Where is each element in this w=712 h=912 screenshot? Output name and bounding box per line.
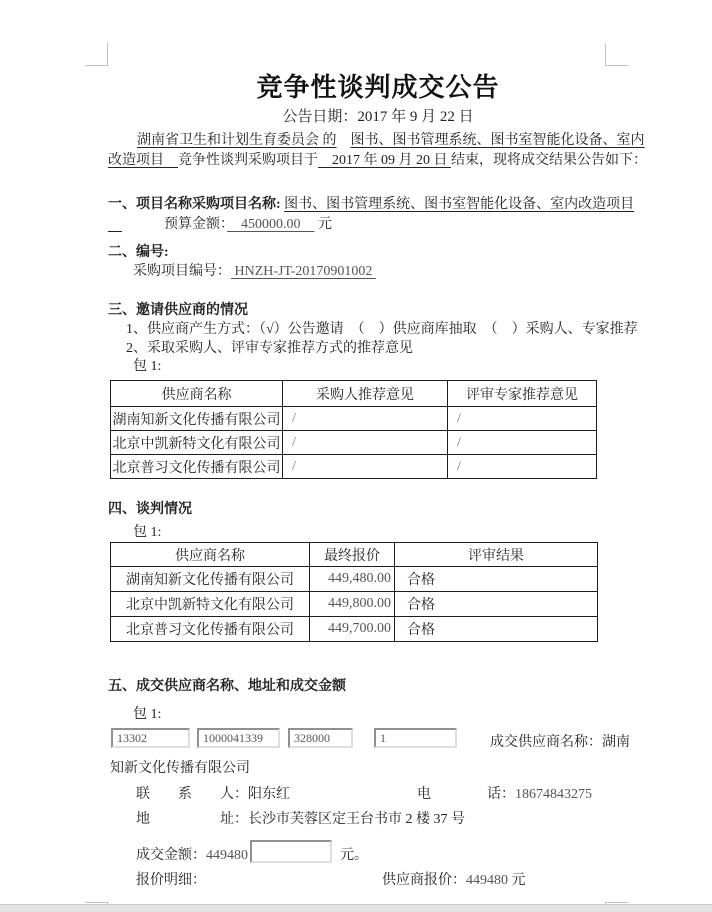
contact-person-line bbox=[136, 786, 290, 804]
budget-line bbox=[108, 216, 332, 234]
winner-name-label: 成交供应商名称：湖南 bbox=[490, 735, 630, 750]
text-segment: 联 系 人：阳东红 bbox=[136, 787, 290, 802]
code-input-4[interactable] bbox=[374, 728, 457, 748]
table-header-row bbox=[111, 381, 597, 407]
text-segment: 竞争性谈判采购项目于 bbox=[178, 153, 318, 168]
deal-amount-label bbox=[136, 847, 248, 865]
table-cell: 北京普习文化传播有限公司 bbox=[111, 617, 310, 642]
column-header: 采购人推荐意见 bbox=[283, 381, 448, 407]
column-header: 最终报价 bbox=[310, 543, 395, 567]
winner-name-continued: 知新文化传播有限公司 bbox=[110, 761, 250, 776]
text-segment bbox=[337, 133, 351, 148]
table-cell: 449,480.00 bbox=[310, 567, 395, 592]
column-header: 供应商名称 bbox=[111, 381, 283, 407]
code-input-3[interactable] bbox=[288, 728, 353, 748]
page-title: 竞争性谈判成交公告 bbox=[256, 73, 500, 102]
table-row bbox=[111, 617, 598, 642]
negotiation-result-table bbox=[110, 542, 598, 642]
text-segment: 供应商报价： bbox=[382, 873, 466, 888]
margin-mark-top-left bbox=[85, 43, 108, 66]
table-cell: / bbox=[283, 407, 448, 431]
table-cell: / bbox=[283, 455, 448, 479]
table-cell: / bbox=[283, 431, 448, 455]
text-segment: 449480 bbox=[466, 873, 508, 888]
text-segment: 450000.00 bbox=[227, 217, 315, 232]
code-input-2[interactable] bbox=[197, 728, 280, 748]
intro-paragraph-line-2 bbox=[108, 152, 647, 170]
table-row bbox=[111, 407, 597, 431]
column-header: 评审结果 bbox=[395, 543, 598, 567]
recommend-method-line: 2、采取采购人、评审专家推荐方式的推荐意见 bbox=[126, 341, 413, 356]
table-cell: 合格 bbox=[395, 617, 598, 642]
supplier-source-line: 1、供应商产生方式：（√）公告邀请 （ ）供应商库抽取 （ ）采购人、专家推荐 bbox=[126, 322, 638, 337]
table-cell: / bbox=[448, 455, 597, 479]
text-segment bbox=[108, 217, 122, 232]
code-input-1[interactable] bbox=[111, 728, 190, 748]
text-segment: HNZH-JT-20170901002 bbox=[231, 264, 376, 279]
table-cell: 北京中凯新特文化有限公司 bbox=[111, 592, 310, 617]
text-segment: 采购项目编号： bbox=[133, 264, 231, 279]
table-cell: 湖南知新文化传播有限公司 bbox=[111, 407, 283, 431]
supplier-quote-line bbox=[382, 872, 526, 890]
section-2-heading: 二、编号: bbox=[108, 245, 169, 260]
page-bottom-edge bbox=[0, 904, 712, 912]
deal-amount-unit: 元。 bbox=[340, 848, 368, 863]
table-cell: 北京普习文化传播有限公司 bbox=[111, 455, 283, 479]
table-cell: 湖南知新文化传播有限公司 bbox=[111, 567, 310, 592]
text-segment: 地 址：长沙市芙蓉区定王台书市 2 楼 37 号 bbox=[136, 812, 465, 827]
intro-paragraph-line-1 bbox=[137, 132, 645, 150]
text-segment: 湖南省卫生和计划生育委员会 的 bbox=[137, 133, 337, 148]
text-segment: 元 bbox=[314, 217, 332, 232]
section-5-heading: 五、成交供应商名称、地址和成交金额 bbox=[108, 679, 346, 694]
section-3-heading: 三、邀请供应商的情况 bbox=[108, 303, 248, 318]
text-segment: 改造项目 bbox=[108, 153, 178, 168]
table-cell: 合格 bbox=[395, 567, 598, 592]
text-segment: 2017 年 09 月 20 日 bbox=[318, 153, 451, 168]
amount-input[interactable] bbox=[250, 840, 332, 863]
text-segment: 成交金额： bbox=[136, 848, 206, 863]
table-row bbox=[111, 431, 597, 455]
package-label-1: 包 1: bbox=[133, 359, 162, 374]
quote-detail-label: 报价明细： bbox=[136, 873, 206, 888]
text-segment: 元 bbox=[508, 873, 526, 888]
text-segment: 图书、图书管理系统、图书室智能化设备、室内 bbox=[350, 133, 645, 148]
section-4-heading: 四、谈判情况 bbox=[108, 502, 192, 517]
package-label-2: 包 1: bbox=[133, 525, 162, 540]
column-header: 评审专家推荐意见 bbox=[448, 381, 597, 407]
table-cell: 449,800.00 bbox=[310, 592, 395, 617]
contact-phone-line bbox=[417, 786, 592, 804]
text-segment: 一、项目名称采购项目名称: bbox=[108, 197, 281, 212]
recommend-opinion-table bbox=[110, 380, 597, 479]
text-segment: 449480 bbox=[206, 848, 248, 863]
table-cell: / bbox=[448, 431, 597, 455]
announcement-date: 公告日期：2017 年 9 月 22 日 bbox=[282, 109, 474, 125]
text-segment: 电 话： bbox=[417, 787, 515, 802]
address-line bbox=[136, 811, 465, 829]
table-row bbox=[111, 592, 598, 617]
table-cell: / bbox=[448, 407, 597, 431]
text-segment: 图书、图书管理系统、图书室智能化设备、室内改造项目 bbox=[284, 197, 635, 212]
text-segment: 预算金额： bbox=[122, 217, 227, 232]
table-cell: 合格 bbox=[395, 592, 598, 617]
margin-mark-top-right bbox=[605, 43, 628, 66]
table-cell: 449,700.00 bbox=[310, 617, 395, 642]
package-label-3: 包 1: bbox=[133, 707, 162, 722]
column-header: 供应商名称 bbox=[111, 543, 310, 567]
project-number-line bbox=[133, 263, 376, 281]
text-segment: 结束，现将成交结果公告如下： bbox=[451, 153, 647, 168]
table-row bbox=[111, 455, 597, 479]
table-cell: 北京中凯新特文化有限公司 bbox=[111, 431, 283, 455]
table-header-row bbox=[111, 543, 598, 567]
table-row bbox=[111, 567, 598, 592]
text-segment: 18674843275 bbox=[515, 787, 592, 802]
section-1-heading bbox=[108, 196, 634, 214]
